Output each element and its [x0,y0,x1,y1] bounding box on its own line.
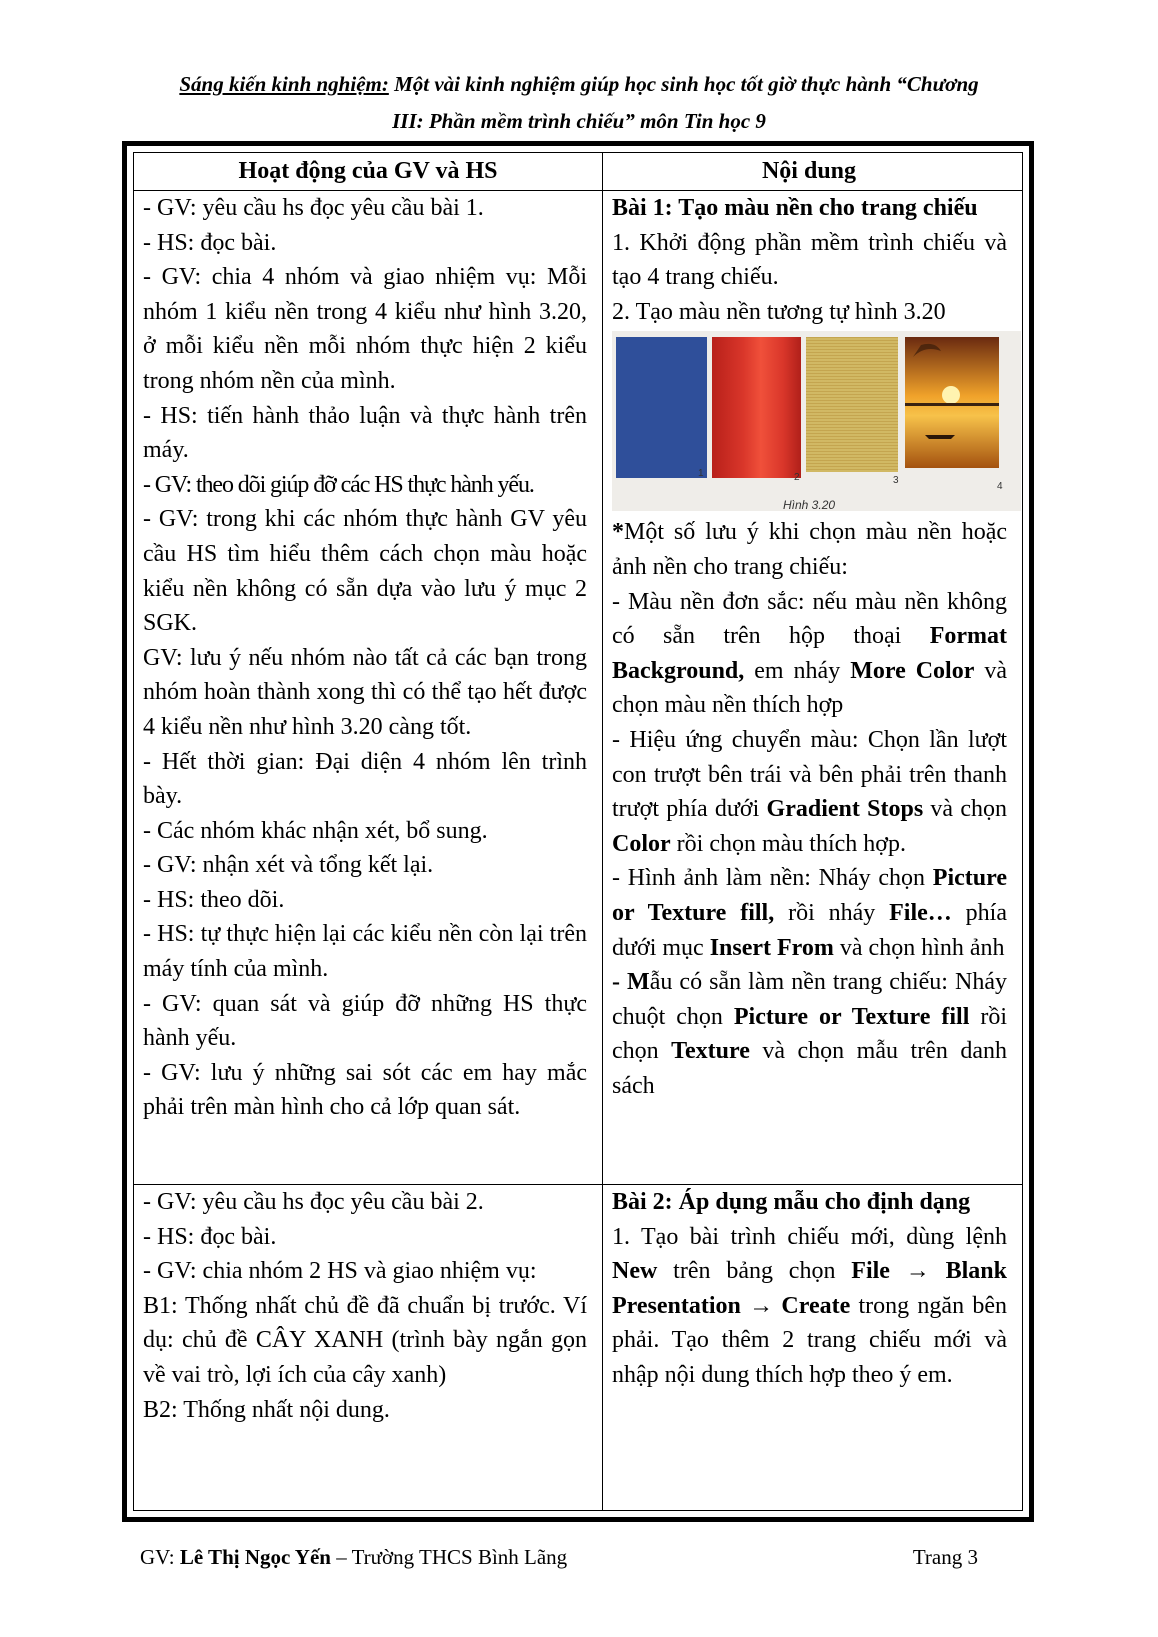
header-label: Sáng kiến kinh nghiệm: [179,72,389,96]
sunset-picture [905,337,999,468]
file-label: File… [889,899,952,926]
activity-line: - Hết thời gian: Đại diện 4 nhóm lên trình bày. [143,748,587,810]
footer-prefix: GV: [140,1545,180,1569]
header-line-1 [120,66,1038,103]
background-sample-blue [616,337,707,478]
step-text: 1. Tạo bài trình chiếu mới, dùng lệnh [612,1223,1007,1250]
texture-label: Texture [671,1038,750,1065]
exercise-2-title: Bài 2: Áp dụng mẫu cho định dạng [612,1189,971,1215]
document-footer [140,1542,978,1572]
gradient-stops-label: Gradient Stops [766,796,924,823]
footer-author: Lê Thị Ngọc Yến [179,1545,331,1569]
activity-line: - GV: yêu cầu hs đọc yêu cầu bài 2. [143,1189,484,1215]
more-color-label: More Color [850,657,975,684]
activity-line: - GV: trong khi các nhóm thực hành GV yêu cầu HS tìm hiểu thêm cách chọn màu hoặc kiểu nền không có sẵn dựa vào lưu ý mục 2 SGK. [143,506,587,637]
content-table [133,152,1023,1511]
exercise-2-step-1 [612,1220,1007,1393]
activity-line: - HS: tự thực hiện lại các kiểu nền còn lại trên máy tính của mình. [143,921,587,983]
note-intro [612,515,1007,584]
note-template [612,965,1007,1103]
activity-line: - GV: theo dõi giúp đỡ các HS thực hành yếu. [143,471,534,498]
exercise-1-title: Bài 1: Tạo màu nền cho trang chiếu [612,195,978,221]
activity-line: - GV: chia 4 nhóm và giao nhiệm vụ: Mỗi nhóm 1 kiểu nền trong 4 kiểu như hình 3.20, ở mỗi kiểu nền mỗi nhóm thực hiện 2 kiểu trong nhóm nền của mình. [143,264,587,394]
exercise-1-step-2: 2. Tạo màu nền tương tự hình 3.20 [612,298,946,325]
activity-line: - GV: chia nhóm 2 HS và giao nhiệm vụ: [143,1258,537,1285]
activity-line: - HS: tiến hành thảo luận và thực hành trên máy. [143,402,587,464]
note-text-bold: - M [612,969,650,996]
note-gradient [612,723,1007,861]
activity-line: - GV: yêu cầu hs đọc yêu cầu bài 1. [143,195,484,221]
step-text: trong ngăn bên phải. Tạo thêm 2 trang chiếu mới và nhập nội dung thích hợp theo ý em. [612,1292,1008,1388]
row2-activities [143,1185,587,1427]
note-text: và chọn hình ảnh [833,934,1005,961]
note-text: - Hình ảnh làm nền: Nháy chọn [612,865,933,892]
note-text: - Màu nền đơn sắc: nếu màu nền không có sẵn trên hộp thoại [612,588,1007,650]
panel-label: 4 [997,481,1003,493]
note-text: rồi nháy [774,899,890,926]
note-text: rồi chọn [612,1003,1007,1065]
column-header-activities: Hoạt động của GV và HS [238,158,498,184]
note-star: * [612,519,624,546]
exercise-1-step-1: 1. Khởi động phần mềm trình chiếu và tạo 4 trang chiếu. [612,229,1007,291]
document-header [120,66,1038,140]
activity-line: - HS: theo dõi. [143,886,285,913]
picture-texture-fill-label: Picture or Texture fill, [612,865,1007,926]
note-intro-text: Một số lưu ý khi chọn màu nền hoặc ảnh nền cho trang chiếu: [612,519,1007,580]
column-divider [602,153,603,1510]
activity-line: B1: Thống nhất chủ đề đã chuẩn bị trước. Ví dụ: chủ đề CÂY XANH (trình bày ngắn gọn về vai trò, lợi ích của cây xanh) [143,1292,587,1388]
activity-line: - GV: lưu ý những sai sót các em hay mắc phải trên màn hình cho cả lớp quan sát. [143,1059,587,1121]
note-picture [612,861,1007,965]
header-line-2: III: Phần mềm trình chiếu” môn Tin học 9 [392,109,766,133]
activity-line: - GV: quan sát và giúp đỡ những HS thực hành yếu. [143,990,587,1052]
activity-line: B2: Thống nhất nội dung. [143,1396,390,1423]
row1-activities [143,191,587,1125]
background-sample-red [712,337,801,478]
note-text: phía dưới mục [612,899,1007,961]
activity-line: - HS: đọc bài. [143,1223,277,1250]
figure-caption: Hình 3.20 [783,498,836,513]
row2-content [612,1185,1007,1393]
activity-line: - HS: đọc bài. [143,229,277,256]
page-number: Trang 3 [912,1545,978,1569]
page-frame [122,141,1034,1522]
picture-texture-fill-label: Picture or Texture fill [733,1003,970,1030]
header-title-part1: Một vài kinh nghiệm giúp học sinh học tốt giờ thực hành “Chương [388,72,979,96]
panel-label: 1 [698,468,704,480]
activity-line: - Các nhóm khác nhận xét, bổ sung. [143,817,488,844]
background-sample-texture [806,337,898,472]
menu-path-label: File → Blank Presentation → Create [612,1258,1007,1319]
background-sample-sunset [905,337,999,468]
panel-label: 3 [893,475,899,487]
note-text: và chọn mẫu trên danh sách [612,1038,1007,1099]
note-text: và chọn [923,796,1007,823]
panel-label: 2 [794,472,800,484]
step-text: trên bảng chọn [657,1258,852,1285]
note-text: và chọn màu nền thích hợp [612,657,1007,719]
note-text: - Hiệu ứng chuyển màu: Chọn lần lượt con trượt bên trái và bên phải trên thanh trượt phía dưới [612,726,1007,823]
activity-line: - GV: nhận xét và tổng kết lại. [143,852,434,879]
note-text: rồi chọn màu thích hợp. [670,830,906,857]
note-solid-color [612,585,1007,723]
column-header-content: Nội dung [761,158,857,184]
note-text: ẫu có sẵn làm nền trang chiếu: Nháy chuột chọn [612,969,1007,1030]
new-label: New [612,1258,658,1285]
format-background-label: Format Background, [612,623,1007,684]
activity-line: GV: lưu ý nếu nhóm nào tất cả các bạn trong nhóm hoàn thành xong thì có thể tạo hết được 4 kiểu nền như hình 3.20 càng tốt. [143,644,587,740]
footer-school: – Trường THCS Bình Lãng [330,1545,568,1569]
figure-3-20 [612,331,1021,511]
row1-content [612,191,1007,1103]
color-label: Color [612,830,671,857]
insert-from-label: Insert From [709,934,834,961]
note-text: em nháy [744,657,851,684]
